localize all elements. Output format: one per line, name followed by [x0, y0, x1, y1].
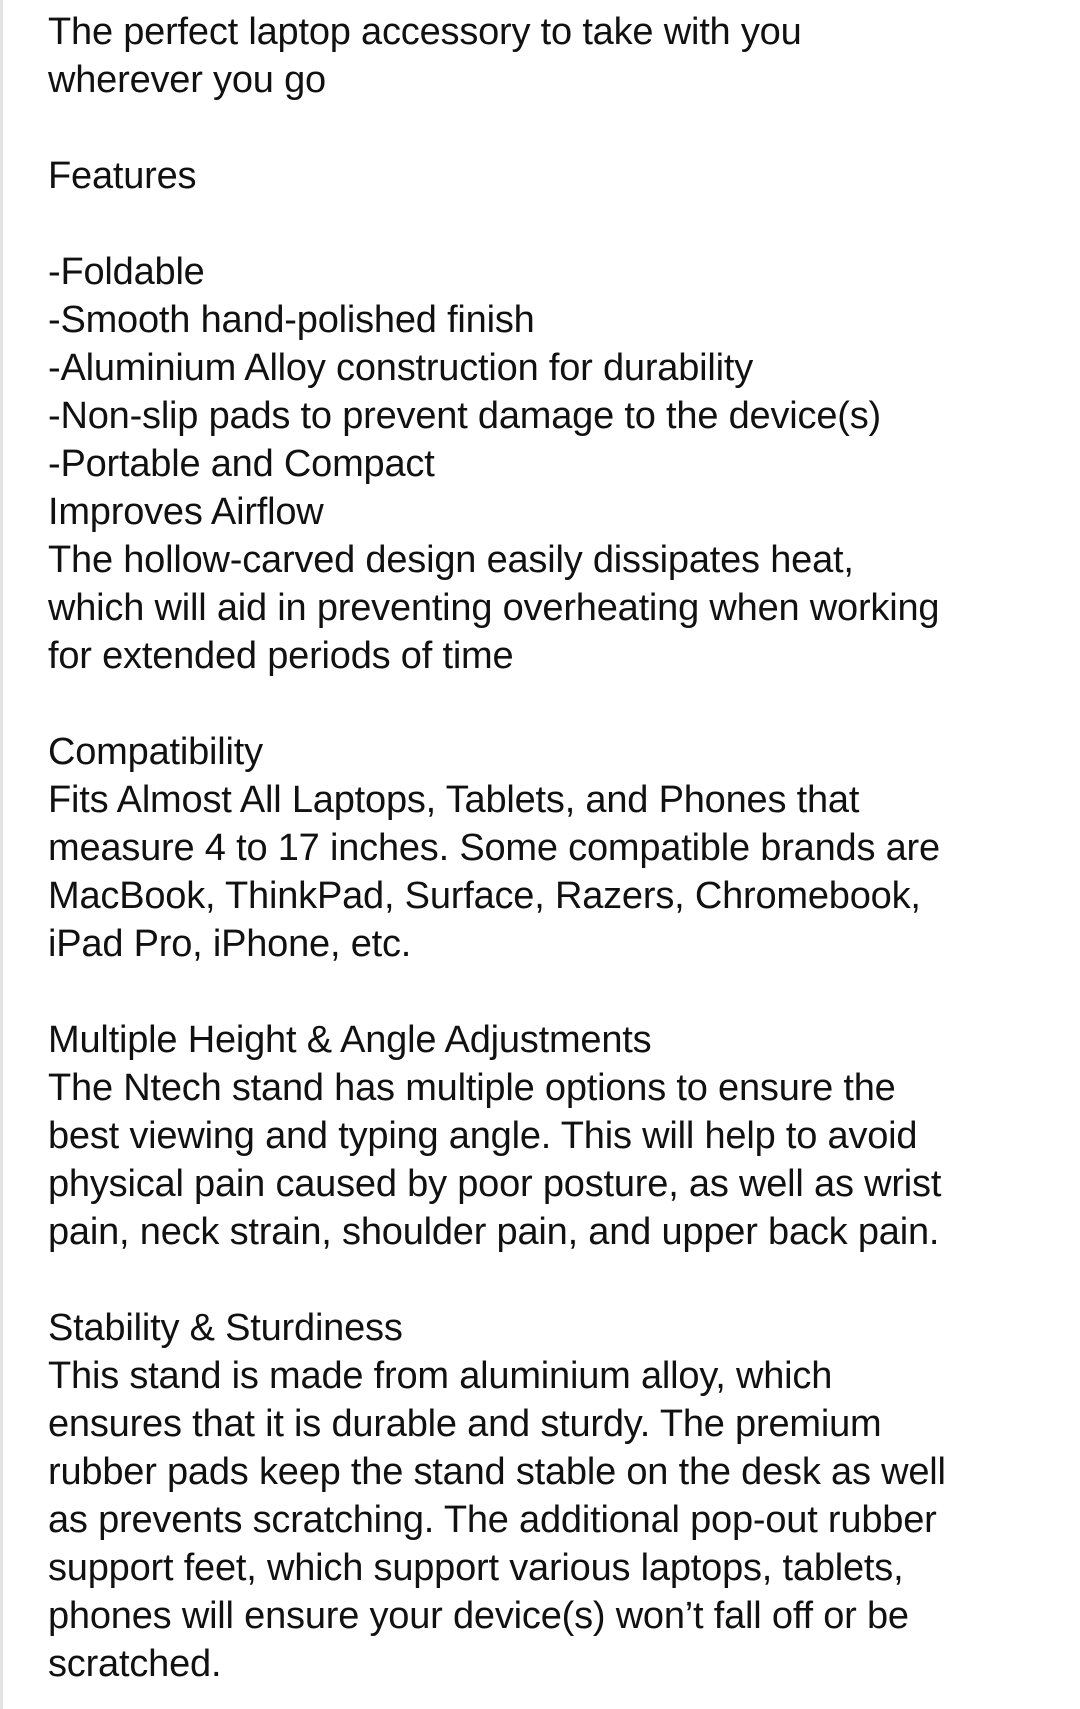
stability-body-line: phones will ensure your device(s) won’t fall off or be	[48, 1595, 909, 1637]
airflow-body-line: which will aid in preventing overheating when working	[48, 587, 940, 629]
compatibility-body-line: iPad Pro, iPhone, etc.	[48, 923, 412, 965]
stability-body-line: This stand is made from aluminium alloy, which	[48, 1355, 833, 1397]
paragraph-gap	[48, 680, 1068, 728]
left-edge-divider	[0, 0, 3, 1709]
stability-body-line: support feet, which support various laptops, tablets,	[48, 1547, 904, 1589]
compatibility-heading: Compatibility	[48, 731, 263, 773]
airflow-body-line: for extended periods of time	[48, 635, 514, 677]
adjustments-body-line: physical pain caused by poor posture, as well as wrist	[48, 1163, 942, 1205]
product-description	[48, 8, 1068, 1688]
adjustments-heading: Multiple Height & Angle Adjustments	[48, 1019, 652, 1061]
adjustments-body-line: The Ntech stand has multiple options to ensure the	[48, 1067, 896, 1109]
compatibility-body-line: Fits Almost All Laptops, Tablets, and Phones that	[48, 779, 860, 821]
paragraph-gap	[48, 200, 1068, 248]
adjustments-body-line: best viewing and typing angle. This will help to avoid	[48, 1115, 918, 1157]
feature-item: -Smooth hand-polished finish	[48, 299, 535, 341]
airflow-body-line: The hollow-carved design easily dissipates heat,	[48, 539, 854, 581]
compatibility-body-line: MacBook, ThinkPad, Surface, Razers, Chromebook,	[48, 875, 921, 917]
feature-item: -Non-slip pads to prevent damage to the device(s)	[48, 395, 881, 437]
stability-heading: Stability & Sturdiness	[48, 1307, 403, 1349]
adjustments-body-line: pain, neck strain, shoulder pain, and upper back pain.	[48, 1211, 940, 1253]
stability-body-line: as prevents scratching. The additional pop-out rubber	[48, 1499, 937, 1541]
feature-item: -Portable and Compact	[48, 443, 435, 485]
features-heading: Features	[48, 155, 197, 197]
airflow-heading: Improves Airflow	[48, 491, 324, 533]
stability-body-line: rubber pads keep the stand stable on the desk as well	[48, 1451, 946, 1493]
intro-line: The perfect laptop accessory to take with you	[48, 11, 802, 53]
intro-line: wherever you go	[48, 59, 326, 101]
feature-item: -Aluminium Alloy construction for durability	[48, 347, 754, 389]
paragraph-gap	[48, 104, 1068, 152]
stability-body-line: scratched.	[48, 1643, 222, 1685]
feature-item: -Foldable	[48, 251, 205, 293]
paragraph-gap	[48, 1256, 1068, 1304]
stability-body-line: ensures that it is durable and sturdy. The premium	[48, 1403, 882, 1445]
paragraph-gap	[48, 968, 1068, 1016]
compatibility-body-line: measure 4 to 17 inches. Some compatible brands are	[48, 827, 940, 869]
